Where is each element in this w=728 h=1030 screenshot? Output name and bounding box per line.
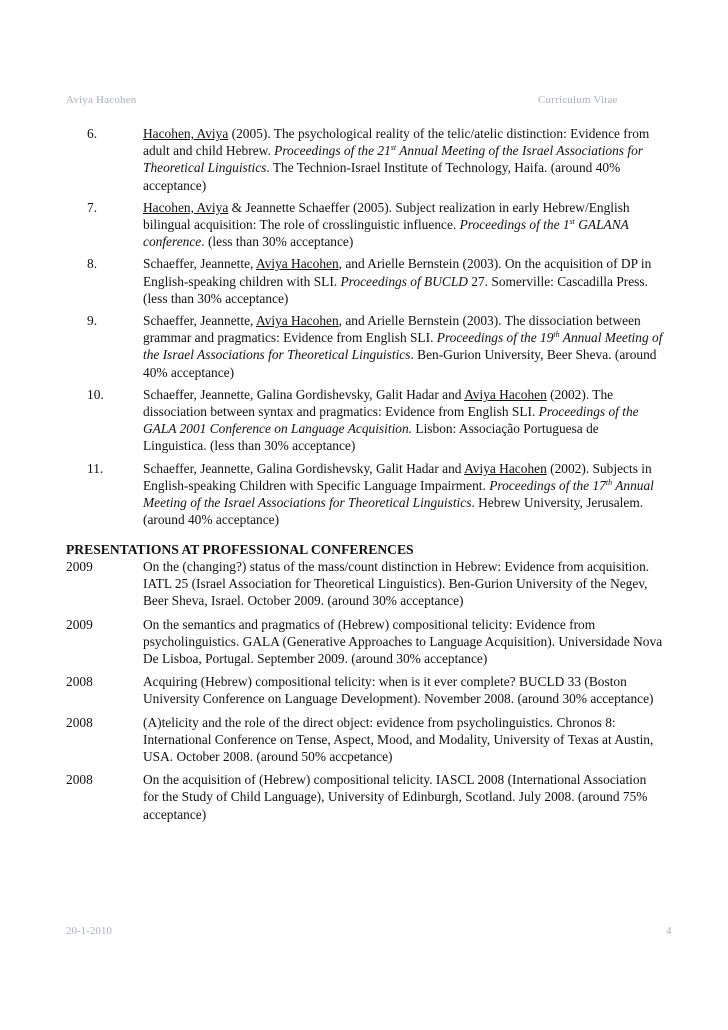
presentation-year: 2008	[66, 772, 93, 788]
presentation-item	[66, 714, 666, 766]
page-number: 4	[666, 925, 672, 937]
author-name: Aviya Hacohen	[464, 386, 547, 402]
author-name: Aviya Hacohen	[464, 460, 547, 476]
presentation-text: On the acquisition of (Hebrew) compositional telicity. IASCL 2008 (International Association for the Study of Child Language), University of Edinburgh, Scotland. July 2008. (around 75% acceptance)	[143, 772, 648, 822]
presentations-section	[66, 541, 666, 829]
header-doc-title: Curriculum Vitae	[538, 94, 618, 106]
publication-number: 8.	[87, 256, 98, 272]
presentation-item	[66, 673, 666, 707]
publication-citation: Schaeffer, Jeannette, Galina Gordishevsky, Galit Hadar and Aviya Hacohen (2002). Subjects in English-speaking Children with Specific Language Impairment. Proceedings of the 17th Annual Meeting of the Israel Associations for Theoretical Linguistics. Hebrew University, Jerusalem. (around 40% acceptance)	[143, 460, 654, 528]
presentation-year: 2008	[66, 714, 93, 730]
section-title: PRESENTATIONS AT PROFESSIONAL CONFERENCES	[66, 542, 414, 557]
author-name: Hacohen, Aviya	[143, 126, 229, 141]
presentation-text: On the semantics and pragmatics of (Hebrew) compositional telicity: Evidence from psycholinguistics. GALA (Generative Approaches to Language Acquisition). Universidade Nova De Lisboa, Portugal. September 2009. (around 30% acceptance)	[143, 616, 663, 667]
publication-citation: Hacohen, Aviya & Jeannette Schaeffer (2005). Subject realization in early Hebrew/English bilingual acquisition: The role of crosslinguistic influence. Proceedings of the 1st GALANA conference. (less than 30% acceptance)	[143, 199, 630, 250]
publication-item	[66, 199, 666, 251]
publication-item	[66, 386, 666, 455]
publication-citation: Schaeffer, Jeannette, Aviya Hacohen, and Arielle Bernstein (2003). On the acquisition of DP in English-speaking children with SLI. Proceedings of BUCLD 27. Somerville: Cascadilla Press. (less than 30% acceptance)	[143, 256, 652, 306]
presentation-item	[66, 558, 666, 610]
publication-number: 9.	[87, 313, 98, 329]
author-name: Aviya Hacohen	[255, 313, 339, 329]
presentation-year: 2009	[66, 616, 93, 632]
publication-number: 6.	[87, 126, 98, 141]
publication-number: 7.	[87, 199, 98, 215]
publication-citation: Schaeffer, Jeannette, Galina Gordishevsky, Galit Hadar and Aviya Hacohen (2002). The dissociation between syntax and pragmatics: Evidence from English SLI. Proceedings of the GALA 2001 Conference on Language Acquisition. Lisbon: Associação Portuguesa de Linguistica. (less than 30% acceptance)	[143, 386, 639, 454]
author-name: Hacohen, Aviya	[143, 199, 229, 215]
author-name: Aviya Hacohen	[255, 256, 339, 272]
publication-item	[66, 312, 666, 381]
footer-date: 20-1-2010	[66, 925, 112, 937]
header-author: Aviya Hacohen	[66, 94, 137, 106]
presentation-text: (A)telicity and the role of the direct object: evidence from psycholinguistics. Chronos 8: International Conference on Tense, Aspect, Mood, and Modality, University of Texas at Austin, USA. October 2008. (around 50% accpetance)	[143, 714, 654, 765]
presentation-year: 2008	[66, 674, 93, 690]
publications-list	[66, 125, 666, 533]
presentation-item	[66, 616, 666, 668]
presentation-item	[66, 771, 666, 823]
publication-citation: Schaeffer, Jeannette, Aviya Hacohen, and Arielle Bernstein (2003). The dissociation between grammar and pragmatics: Evidence from English SLI. Proceedings of the 19th Annual Meeting of the Israel Associations for Theoretical Linguistics. Ben-Gurion University, Beer Sheva. (around 40% acceptance)	[143, 313, 663, 380]
presentation-year: 2009	[66, 559, 93, 574]
publication-item	[66, 255, 666, 307]
publication-item	[66, 460, 666, 529]
presentation-text: Acquiring (Hebrew) compositional telicity: when is it ever complete? BUCLD 33 (Boston University Conference on Language Development). November 2008. (around 30% acceptance)	[143, 674, 654, 707]
presentation-text: On the (changing?) status of the mass/count distinction in Hebrew: Evidence from acquisition. IATL 25 (Israel Association for Theoretical Linguistics). Ben-Gurion University of the Negev, Beer Sheva, Israel. October 2009. (around 30% acceptance)	[143, 559, 650, 609]
publication-number: 10.	[87, 386, 104, 402]
publication-citation: Hacohen, Aviya (2005). The psychological reality of the telic/atelic distinction: Evidence from adult and child Hebrew. Proceedings of the 21st Annual Meeting of the Israel Associations for Theoretical Linguistics. The Technion-Israel Institute of Technology, Haifa. (around 40% acceptance)	[143, 126, 650, 193]
publication-number: 11.	[87, 460, 104, 476]
publication-item	[66, 125, 666, 194]
